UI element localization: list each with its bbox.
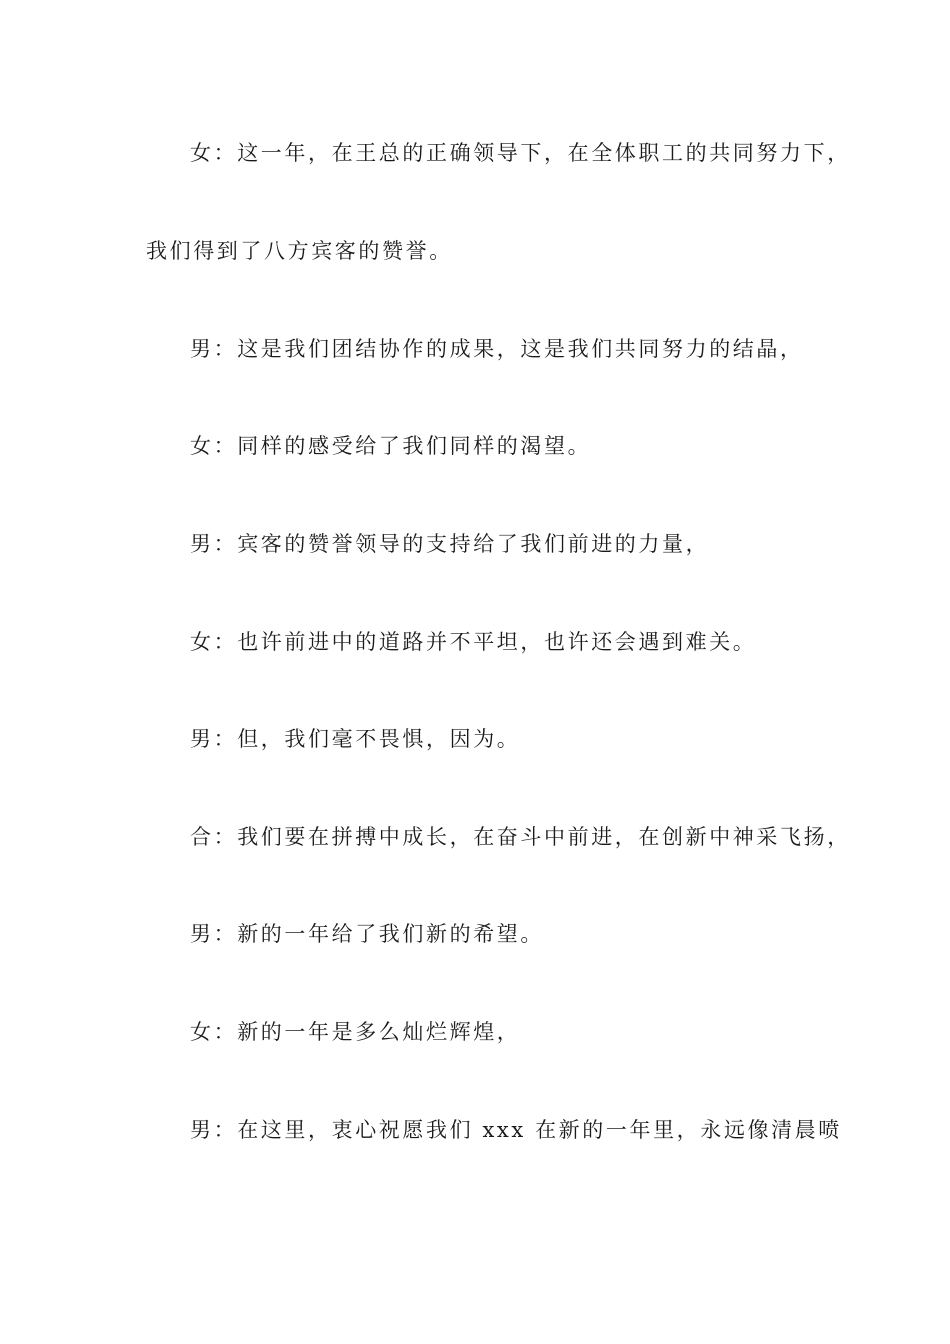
text-line-9: 男：新的一年给了我们新的希望。 (190, 922, 544, 946)
text-line-6: 女：也许前进中的道路并不平坦，也许还会遇到难关。 (190, 630, 757, 654)
text-line-7: 男：但，我们毫不畏惧，因为。 (190, 727, 521, 751)
text-line-10: 女：新的一年是多么灿烂辉煌， (190, 1020, 521, 1044)
text-line-11: 男：在这里，衷心祝愿我们 xxx 在新的一年里，永远像清晨喷 (190, 1118, 842, 1142)
text-line-2: 我们得到了八方宾客的赞誉。 (146, 239, 453, 263)
text-line-8: 合：我们要在拼搏中成长，在奋斗中前进，在创新中神采飞扬， (190, 825, 851, 849)
text-line-1: 女：这一年，在王总的正确领导下，在全体职工的共同努力下， (190, 141, 851, 165)
text-line-5: 男：宾客的赞誉领导的支持给了我们前进的力量， (190, 532, 710, 556)
text-line-4: 女：同样的感受给了我们同样的渴望。 (190, 434, 592, 458)
text-line-3: 男：这是我们团结协作的成果，这是我们共同努力的结晶， (190, 337, 804, 361)
